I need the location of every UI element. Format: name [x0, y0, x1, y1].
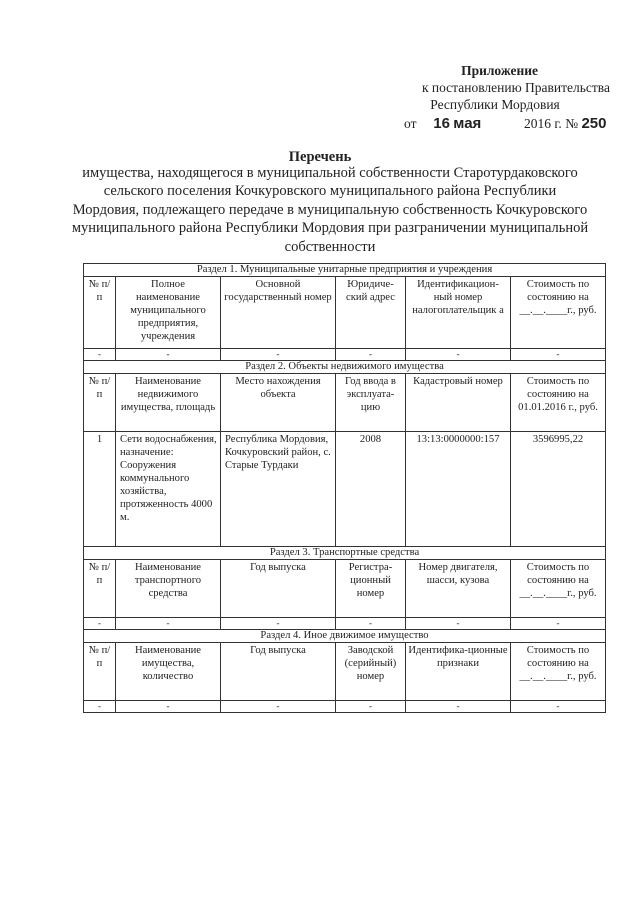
section-3-row [84, 547, 606, 560]
dash-cell: - [511, 701, 606, 713]
section-1-header-row [84, 277, 606, 349]
header-cell: Основной государственный номер [221, 277, 336, 349]
header-cell: Стоимость по состоянию на __.__.____г., руб. [511, 277, 606, 349]
section-3-empty-row [84, 618, 606, 630]
dash-cell: - [84, 701, 116, 713]
section-3-header-row [84, 560, 606, 618]
dash-cell: - [116, 349, 221, 361]
header-cell: Идентификацион-ный номер налогоплательщик а [406, 277, 511, 349]
number-sign: № [565, 116, 579, 131]
header-cell: Регистра-ционный номер [336, 560, 406, 618]
dash-cell: - [336, 701, 406, 713]
header-cell: Наименование транспортного средства [116, 560, 221, 618]
dash-cell: - [221, 701, 336, 713]
dash-cell: - [406, 349, 511, 361]
header-cell: Кадастровый номер [406, 374, 511, 432]
property-name: Сети водоснабжения, назначение: Сооружения коммунального хозяйства, протяженность 4000 м. [116, 432, 221, 547]
section-4-title: Раздел 4. Иное движимое имущество [84, 630, 606, 643]
header-cell: № п/п [84, 277, 116, 349]
dash-cell: - [336, 618, 406, 630]
header-cell: Стоимость по состоянию на __.__.____г., руб. [511, 643, 606, 701]
property-value: 3596995,22 [511, 432, 606, 547]
dash-cell: - [406, 618, 511, 630]
section-4-header-row [84, 643, 606, 701]
document-number: 250 [581, 115, 607, 132]
header-cell: Стоимость по состоянию на 01.01.2016 г., руб. [511, 374, 606, 432]
dash-cell: - [511, 618, 606, 630]
section-1-title: Раздел 1. Муниципальные унитарные предприятия и учреждения [84, 264, 606, 277]
header-cell: Год ввода в эксплуата-цию [336, 374, 406, 432]
header-cell: Заводской (серийный) номер [336, 643, 406, 701]
property-table [83, 263, 606, 713]
dash-cell: - [84, 349, 116, 361]
section-3-title: Раздел 3. Транспортные средства [84, 547, 606, 560]
section-4-empty-row [84, 701, 606, 713]
section-2-title: Раздел 2. Объекты недвижимого имущества [84, 361, 606, 374]
appendix-title: Приложение [461, 63, 538, 78]
section-2-header-row [84, 374, 606, 432]
header-cell: № п/п [84, 643, 116, 701]
commissioning-year: 2008 [336, 432, 406, 547]
header-cell: Наименование недвижимого имущества, площадь [116, 374, 221, 432]
date-year: 2016 г. [524, 116, 562, 131]
property-location: Республика Мордовия, Кочкуровский район, с. Старые Турдаки [221, 432, 336, 547]
document-title: Перечень [288, 149, 352, 165]
appendix-line-1: к постановлению Правительства [421, 80, 610, 95]
header-cell: Полное наименование муниципального предприятия, учреждения [116, 277, 221, 349]
cadastral-number: 13:13:0000000:157 [406, 432, 511, 547]
dash-cell: - [336, 349, 406, 361]
section-1-empty-row [84, 349, 606, 361]
date-day: 16 [433, 115, 450, 132]
appendix-date-line [404, 115, 606, 132]
dash-cell: - [84, 618, 116, 630]
section-2-data-row [84, 432, 606, 547]
header-cell: Номер двигателя, шасси, кузова [406, 560, 511, 618]
header-cell: Наименование имущества, количество [116, 643, 221, 701]
header-cell: Юридиче-ский адрес [336, 277, 406, 349]
header-cell: № п/п [84, 560, 116, 618]
dash-cell: - [221, 618, 336, 630]
header-cell: Год выпуска [221, 643, 336, 701]
section-4-row [84, 630, 606, 643]
dash-cell: - [511, 349, 606, 361]
appendix-line-2: Республики Мордовия [430, 97, 560, 112]
dash-cell: - [116, 618, 221, 630]
document-subtitle: имущества, находящегося в муниципальной собственности Старотурдаковского сельского поселения Кочкуровского муниципального района Республики Мордовия, подлежащего передаче в муниципальную собственность Кочкуровского муниципального района Республики Мордовия при разграничении муниципальной собственности [71, 165, 589, 255]
section-2-row [84, 361, 606, 374]
date-prefix: от [404, 116, 417, 131]
row-number: 1 [84, 432, 116, 547]
dash-cell: - [221, 349, 336, 361]
header-cell: Место нахождения объекта [221, 374, 336, 432]
dash-cell: - [406, 701, 511, 713]
appendix-block [370, 62, 610, 113]
section-1-row [84, 264, 606, 277]
header-cell: Идентифика-ционные признаки [406, 643, 511, 701]
header-cell: Стоимость по состоянию на __.__.____г., руб. [511, 560, 606, 618]
dash-cell: - [116, 701, 221, 713]
header-cell: № п/п [84, 374, 116, 432]
date-month: мая [453, 115, 482, 132]
header-cell: Год выпуска [221, 560, 336, 618]
